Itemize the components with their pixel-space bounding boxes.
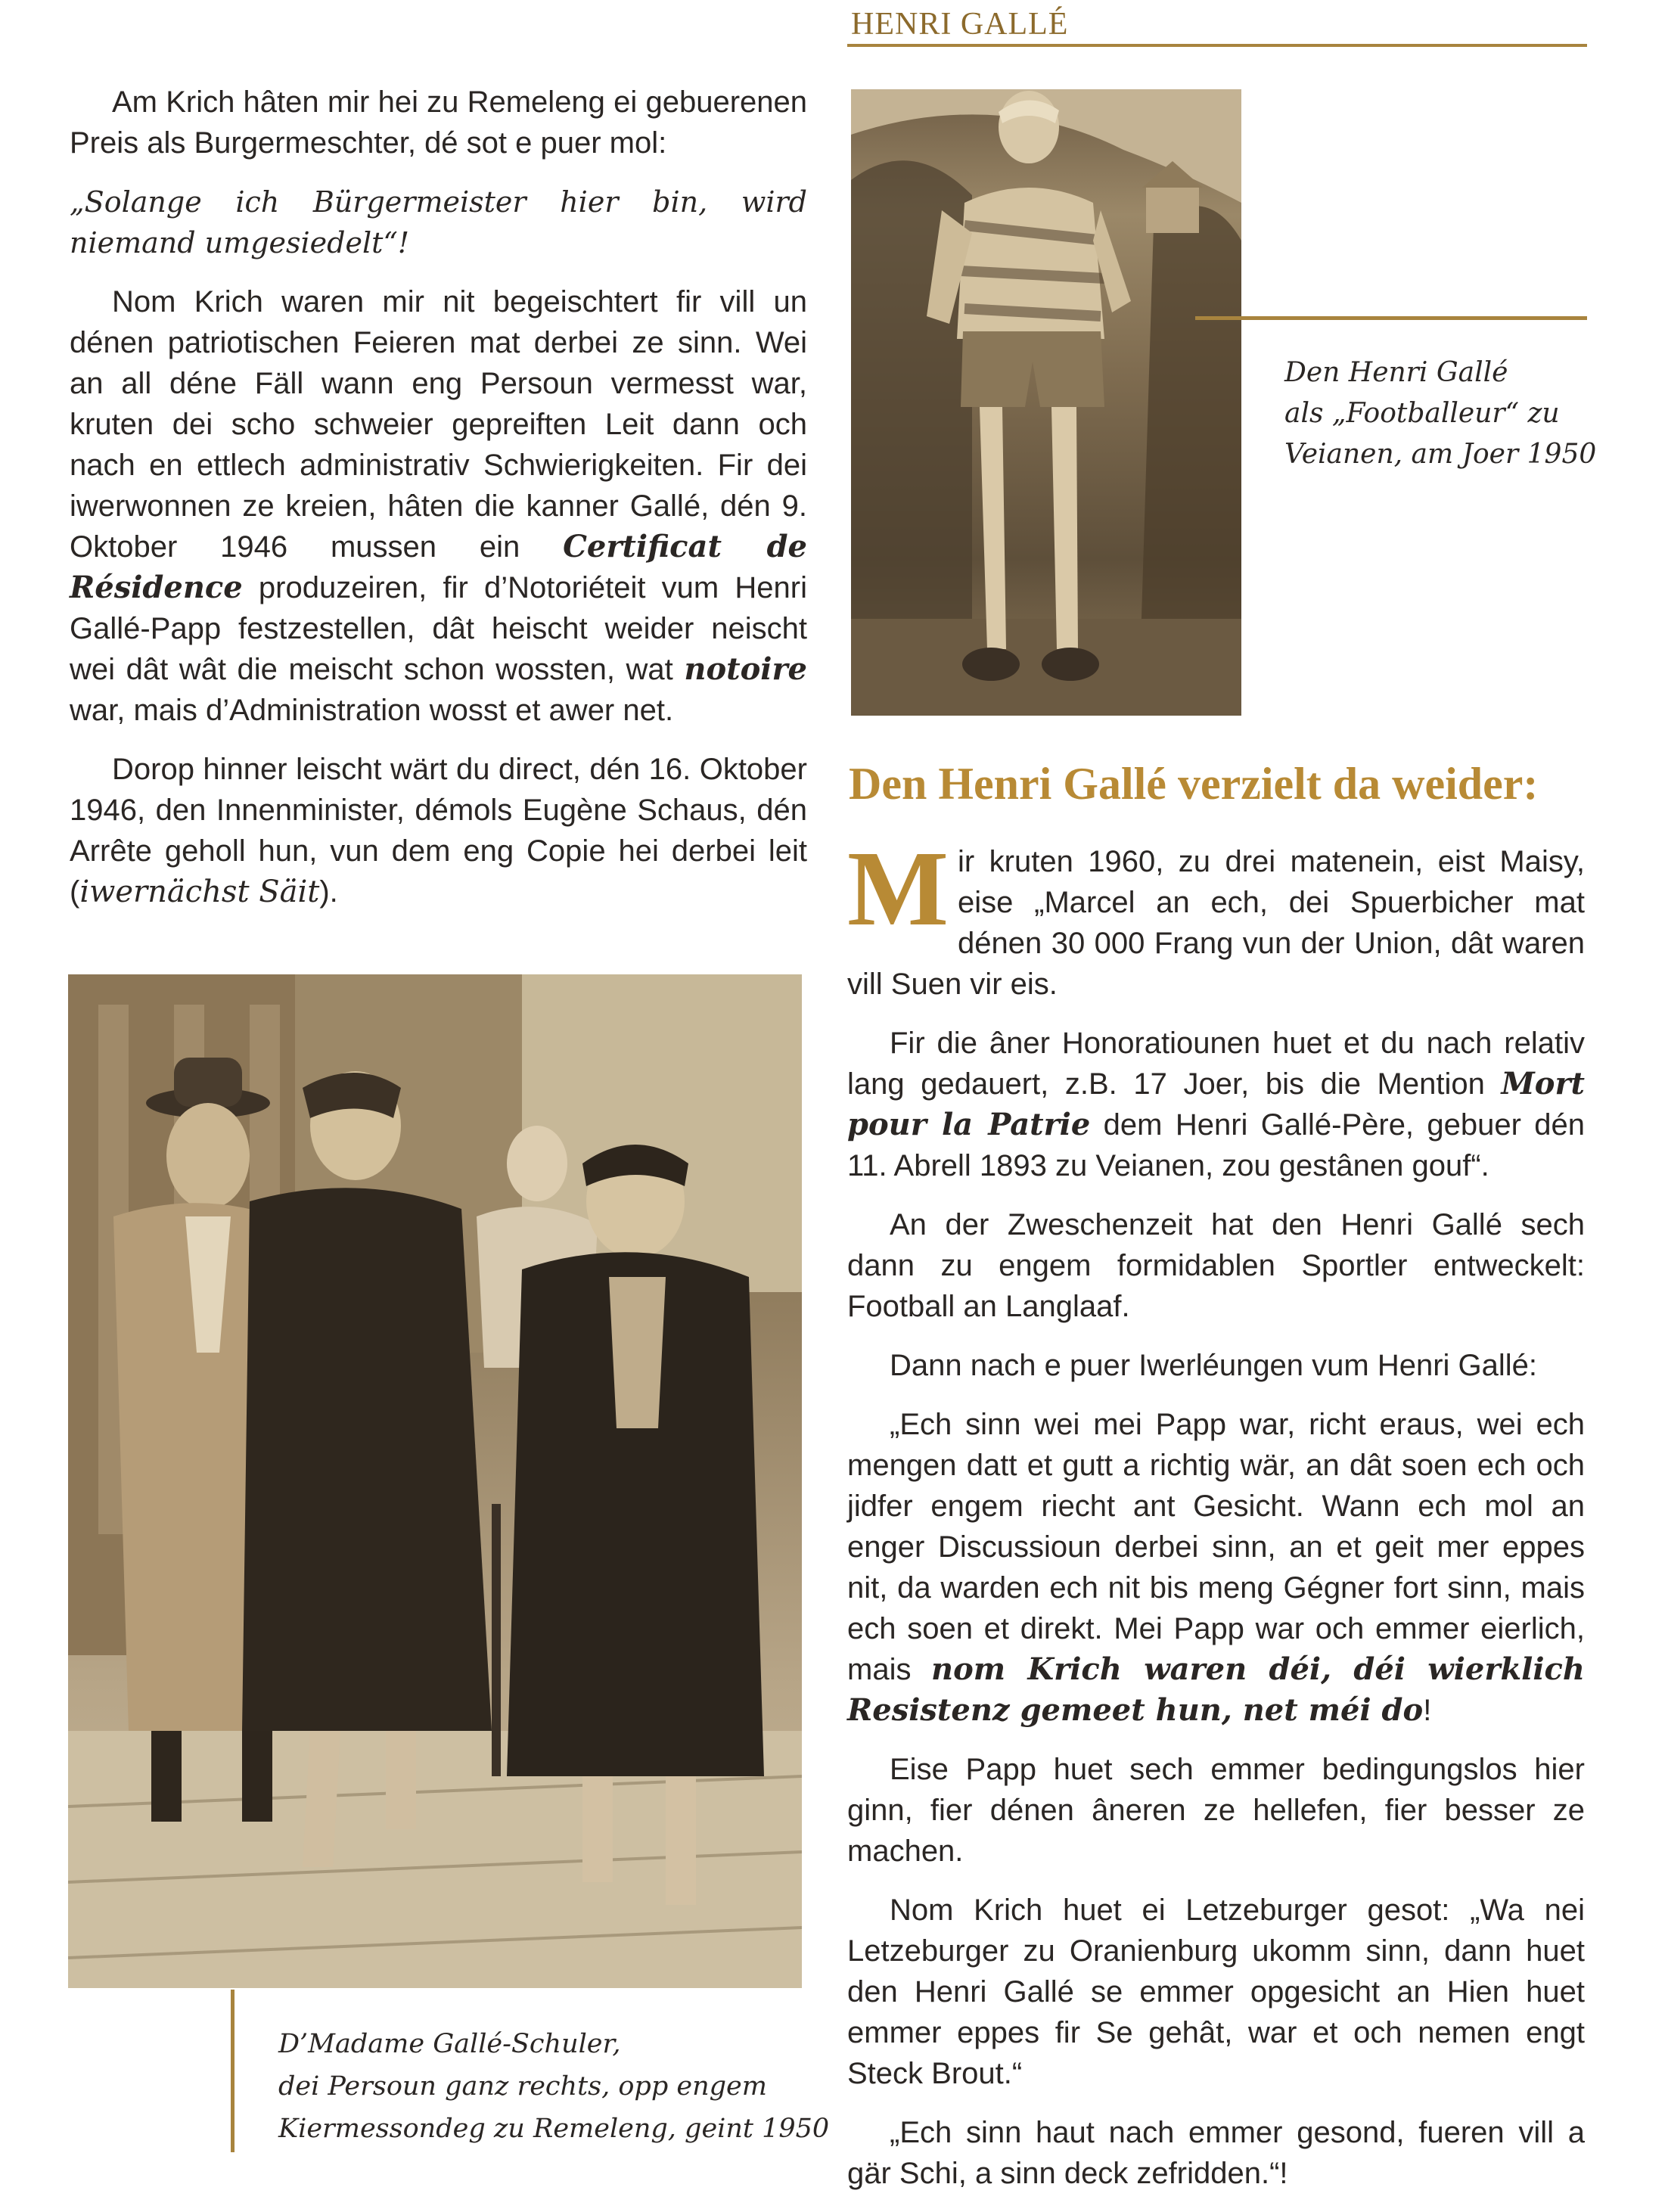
paragraph-4-text-a: Dorop hinner leischt wärt du direct, dén 16. Oktober 1946, den Innenminister, démols Eugène Schaus, dén Arrête geholl hun, vun dem eng Copie hei derbei leit ( [70,753,807,909]
paragraph-r7: Nom Krich huet ei Letzeburger gesot: „Wa nei Letzeburger zu Oranienburg ukomm sinn, dann huet den Henri Gallé se emmer opgesicht an Hien huet emmer eppes fir Se gehât, war et och nemen engt Steck Brout.“ [847,1894,1585,2090]
paragraph-3-text-e: war, mais d’Administration wosst et awer net. [70,694,674,727]
left-column [70,82,807,930]
paragraph-1: Am Krich hâten mir hei zu Remeleng ei gebuerenen Preis als Burgermeschter, dé sot e puer mol: [70,85,807,160]
caption-women-line-3: Kiermessondeg zu Remeleng, geint 1950 [278,2114,830,2144]
next-page-reference: iwernächst Säit [79,875,320,909]
quote-paragraph: „Solange ich Bürgermeister hier bin, wird niemand umgesiedelt“! [70,185,807,259]
paragraph-3 [70,281,807,731]
paragraph-3-text-c: produzeiren, fir d’Notoriéteit vum Henri Gallé-Papp festzestellen, dât heischt weider neischt wei dât wât die meischt schon wossten, wat [70,571,807,686]
footballer-illustration [851,89,1241,716]
paragraph-r8: „Ech sinn haut nach emmer gesond, fueren vill a gär Schi, a sinn deck zefridden.“! [847,2116,1585,2190]
caption-footballer-line-3: Veianen, am Joer 1950 [1284,439,1597,470]
paragraph-r5 [847,1404,1585,1731]
resistenz-statement: nom Krich waren déi, déi wierklich Resistenz gemeet hun, net méi do [847,1651,1585,1728]
paragraph-r3: An der Zweschenzeit hat den Henri Gallé sech dann zu engem formidablen Sportler entweckelt: Football an Langlaaf. [847,1208,1585,1323]
drop-cap: M [847,828,949,948]
photo-madame-galle-schuler [68,974,802,1988]
paragraph-r2 [847,1023,1585,1186]
paragraph-r1-text: ir kruten 1960, zu drei matenein, eist Maisy, eise „Marcel an ech, dei Spuerbicher mat dénen 30 000 Frang vun der Union, dât waren vill Suen vir eis. [847,845,1585,1001]
running-header: HENRI GALLÉ [851,7,1069,42]
caption-rule-women [231,1990,235,2152]
certificat-term: Certificat de Résidence [70,529,807,605]
paragraph-4-text-c: ). [319,875,338,909]
paragraph-3-text-a: Nom Krich waren mir nit begeischtert fir vill un dénen patriotischen Feieren mat derbei ze sinn. Wei an all déne Fäll wann eng Persoun vermesst war, kruten dei scho schweier gepreiften Leit dann och nach en ettlech administrativ Schwierigkeiten. Fir dei iwerwonnen ze kreien, hâten die kanner Gallé, dén 9. Oktober 1946 mussen ein [70,285,807,564]
paragraph-r2-text-c: dem Henri Gallé-Père, gebuer dén 11. Abrell 1893 zu Veianen, zou gestânen gouf“. [847,1108,1586,1182]
paragraph-r1 [847,828,1585,1005]
paragraph-r4: Dann nach e puer Iwerléungen vum Henri Gallé: [890,1349,1538,1382]
header-rule [847,44,1587,47]
mort-pour-la-patrie-term: Mort pour la Patrie [847,1066,1585,1142]
caption-footballer [1284,353,1597,475]
section-heading: Den Henri Gallé verzielt da weider: [849,759,1539,809]
right-column [847,828,1586,2212]
caption-madame-galle-schuler [278,2023,830,2150]
street-scene-illustration [68,974,802,1988]
photo-footballer [851,89,1241,716]
paragraph-r5-text-a: „Ech sinn wei mei Papp war, richt eraus, wei ech mengen datt et gutt a richtig wär, an dât soen ech och jidfer engem riecht ant Gesicht. Wann ech mol an enger Discussioun derbei sinn, an et geit mer eppes nit, da warden ech nit bis meng Gégner fort sinn, mais ech soen et direkt. Mei Papp war och emmer eierlich, mais [847,1408,1585,1686]
paragraph-r2-text-a: Fir die âner Honoratiounen huet et du nach relativ lang gedauert, z.B. 17 Joer, bis die Mention [847,1027,1585,1101]
paragraph-r5-text-c: ! [1423,1694,1432,1727]
caption-footballer-line-1: Den Henri Gallé [1284,357,1508,388]
caption-footballer-line-2: als „Footballeur“ zu [1284,398,1560,429]
paragraph-4 [70,749,807,912]
caption-women-line-2: dei Persoun ganz rechts, opp engem [278,2071,767,2102]
paragraph-r6: Eise Papp huet sech emmer bedingungslos hier ginn, fier dénen âneren ze hellefen, fier besser ze machen. [847,1753,1585,1868]
notoire-term: notoire [684,651,807,687]
caption-rule-footballer [1195,316,1587,320]
caption-women-line-1: D’Madame Gallé-Schuler, [278,2029,621,2059]
